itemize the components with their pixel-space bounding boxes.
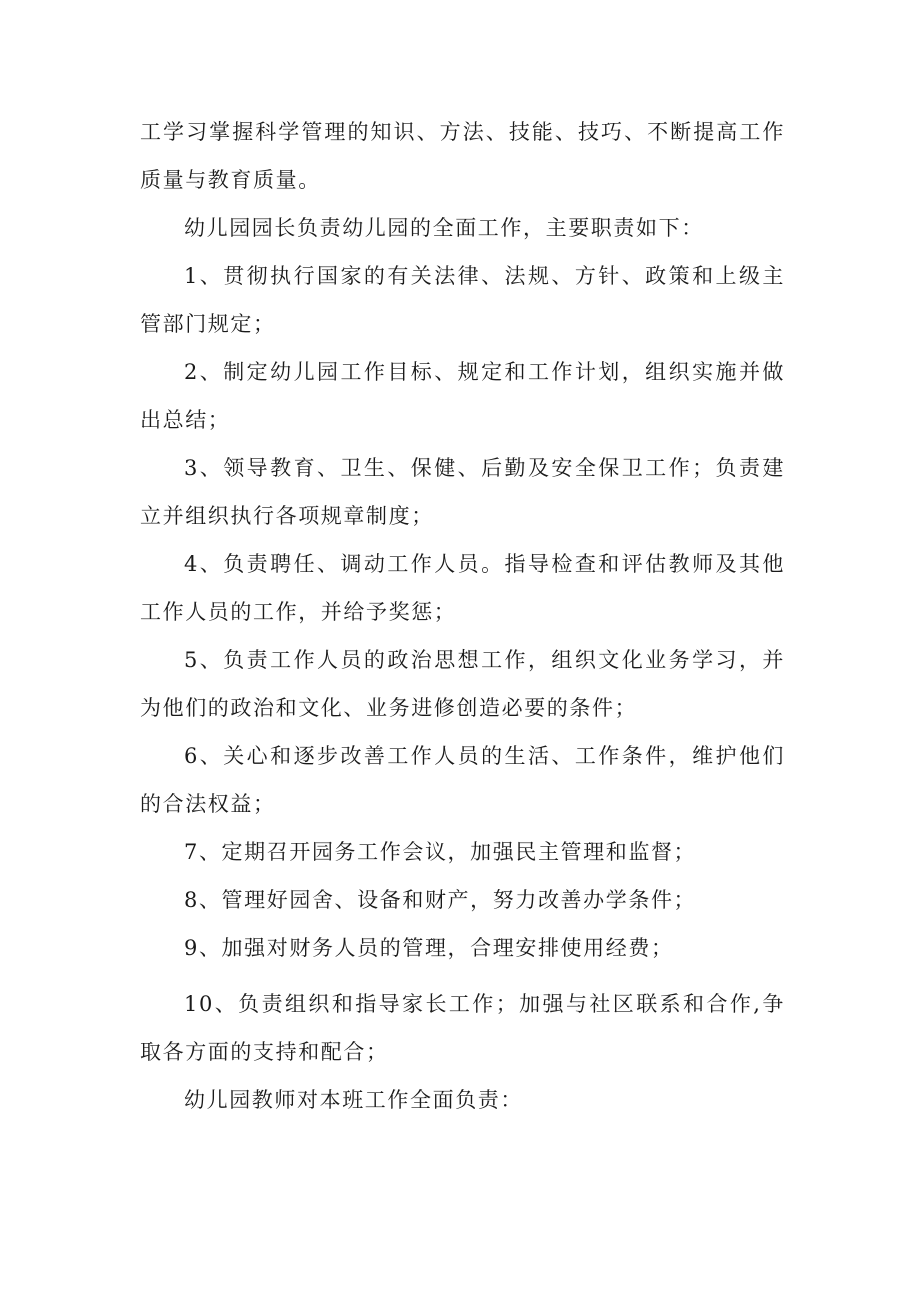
duty-item-8: 8、管理好园舍、设备和财产，努力改善办学条件； — [184, 888, 697, 912]
duty-item-6: 6、关心和逐步改善工作人员的生活、工作条件，维护他们的合法权益； — [140, 744, 785, 816]
paragraph-continuation: 工学习掌握科学管理的知识、方法、技能、技巧、不断提高工作质量与教育质量。 — [140, 120, 785, 192]
duty-item-5: 5、负责工作人员的政治思想工作，组织文化业务学习，并为他们的政治和文化、业务进修创造必要的条件； — [140, 648, 785, 720]
paragraph-teacher-intro: 幼儿园教师对本班工作全面负责： — [184, 1088, 523, 1112]
document-body — [140, 108, 785, 1124]
duty-item-2: 2、制定幼儿园工作目标、规定和工作计划，组织实施并做出总结； — [140, 360, 785, 432]
paragraph-principal-intro: 幼儿园园长负责幼儿园的全面工作，主要职责如下： — [184, 216, 704, 240]
duty-item-3: 3、领导教育、卫生、保健、后勤及安全保卫工作；负责建立并组织执行各项规章制度； — [140, 456, 785, 528]
duty-item-1: 1、贯彻执行国家的有关法律、法规、方针、政策和上级主管部门规定； — [140, 264, 785, 336]
duty-item-10: 10、负责组织和指导家长工作；加强与社区联系和合作,争取各方面的支持和配合； — [140, 992, 785, 1064]
duty-item-4: 4、负责聘任、调动工作人员。指导检查和评估教师及其他工作人员的工作，并给予奖惩； — [140, 552, 785, 624]
duty-item-9: 9、加强对财务人员的管理，合理安排使用经费； — [184, 936, 674, 960]
duty-item-7: 7、定期召开园务工作会议，加强民主管理和监督； — [184, 840, 697, 864]
